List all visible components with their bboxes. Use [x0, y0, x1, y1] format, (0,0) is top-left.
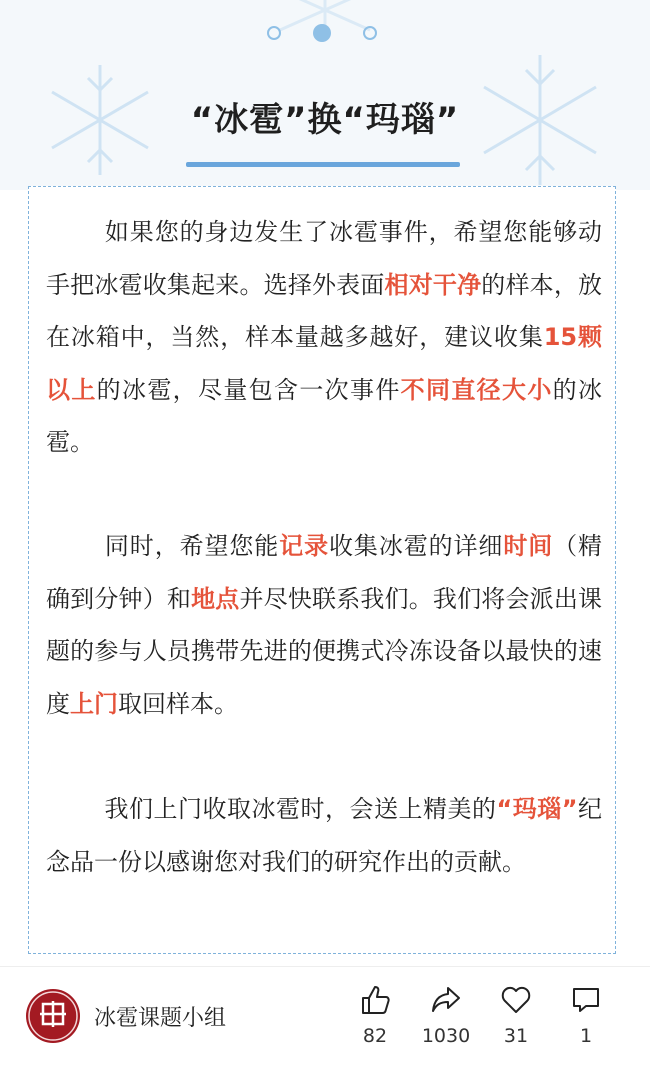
- thumbs-up-icon: [358, 983, 392, 1017]
- share-icon: [429, 983, 463, 1017]
- comment-icon: [569, 983, 603, 1017]
- article-title: “冰雹”换“玛瑙”: [190, 100, 460, 140]
- title-underline: [186, 162, 460, 167]
- paragraph-text: 的冰雹，尽量包含一次事件: [96, 375, 401, 404]
- highlighted-text: 15颗以上: [46, 323, 603, 404]
- title-area: [0, 92, 650, 141]
- highlighted-text: 时间: [503, 532, 554, 560]
- like-count: 82: [362, 1025, 388, 1047]
- author-name[interactable]: 冰雹课题小组: [94, 1006, 227, 1031]
- highlighted-text: “玛瑙”: [496, 795, 578, 823]
- highlighted-text: 相对干净: [384, 270, 482, 299]
- share-count: 1030: [421, 1025, 471, 1047]
- highlighted-text: 地点: [191, 584, 240, 613]
- paragraph-collect: [46, 206, 602, 469]
- paragraph-text: 的冰雹。: [46, 375, 603, 456]
- footer-bar: [0, 966, 650, 1066]
- paragraph-text: 的样本，放在冰箱中，当然，样本量越多越好，建议收集: [46, 270, 603, 351]
- favorite-button[interactable]: [481, 983, 551, 1047]
- paragraph-text: 收集冰雹的详细: [329, 532, 504, 560]
- favorite-count: 31: [503, 1025, 529, 1047]
- like-button[interactable]: [340, 983, 410, 1047]
- share-button[interactable]: [411, 983, 481, 1047]
- highlighted-text: 上门: [70, 689, 118, 718]
- paragraph-record: [46, 520, 602, 730]
- paragraph-souvenir: [46, 783, 602, 888]
- comment-count: 1: [579, 1025, 593, 1047]
- school-logo-icon: [26, 989, 80, 1043]
- paragraph-text: 我们上门收取冰雹时，会送上精美的: [104, 795, 497, 823]
- highlighted-text: 记录: [279, 532, 330, 560]
- paragraph-text: （精确到分钟）和: [46, 532, 603, 613]
- avatar[interactable]: [26, 989, 80, 1043]
- snowflake-ornament-icon: [262, 18, 382, 48]
- paragraph-text: 同时，希望您能: [104, 532, 280, 560]
- heart-icon: [499, 983, 533, 1017]
- paragraph-text: 取回样本。: [118, 689, 238, 718]
- paragraph-text: 纪念品一份以感谢您对我们的研究作出的贡献。: [46, 795, 603, 876]
- paragraph-text: 并尽快联系我们。我们将会派出课题的参与人员携带先进的便携式冷冻设备以最快的速度: [46, 584, 603, 718]
- comment-button[interactable]: [551, 983, 621, 1047]
- highlighted-text: 不同直径大小: [400, 375, 553, 404]
- header-banner: [0, 0, 650, 190]
- paragraph-text: 如果您的身边发生了冰雹事件，希望您能够动手把冰雹收集起来。选择外表面: [46, 218, 602, 299]
